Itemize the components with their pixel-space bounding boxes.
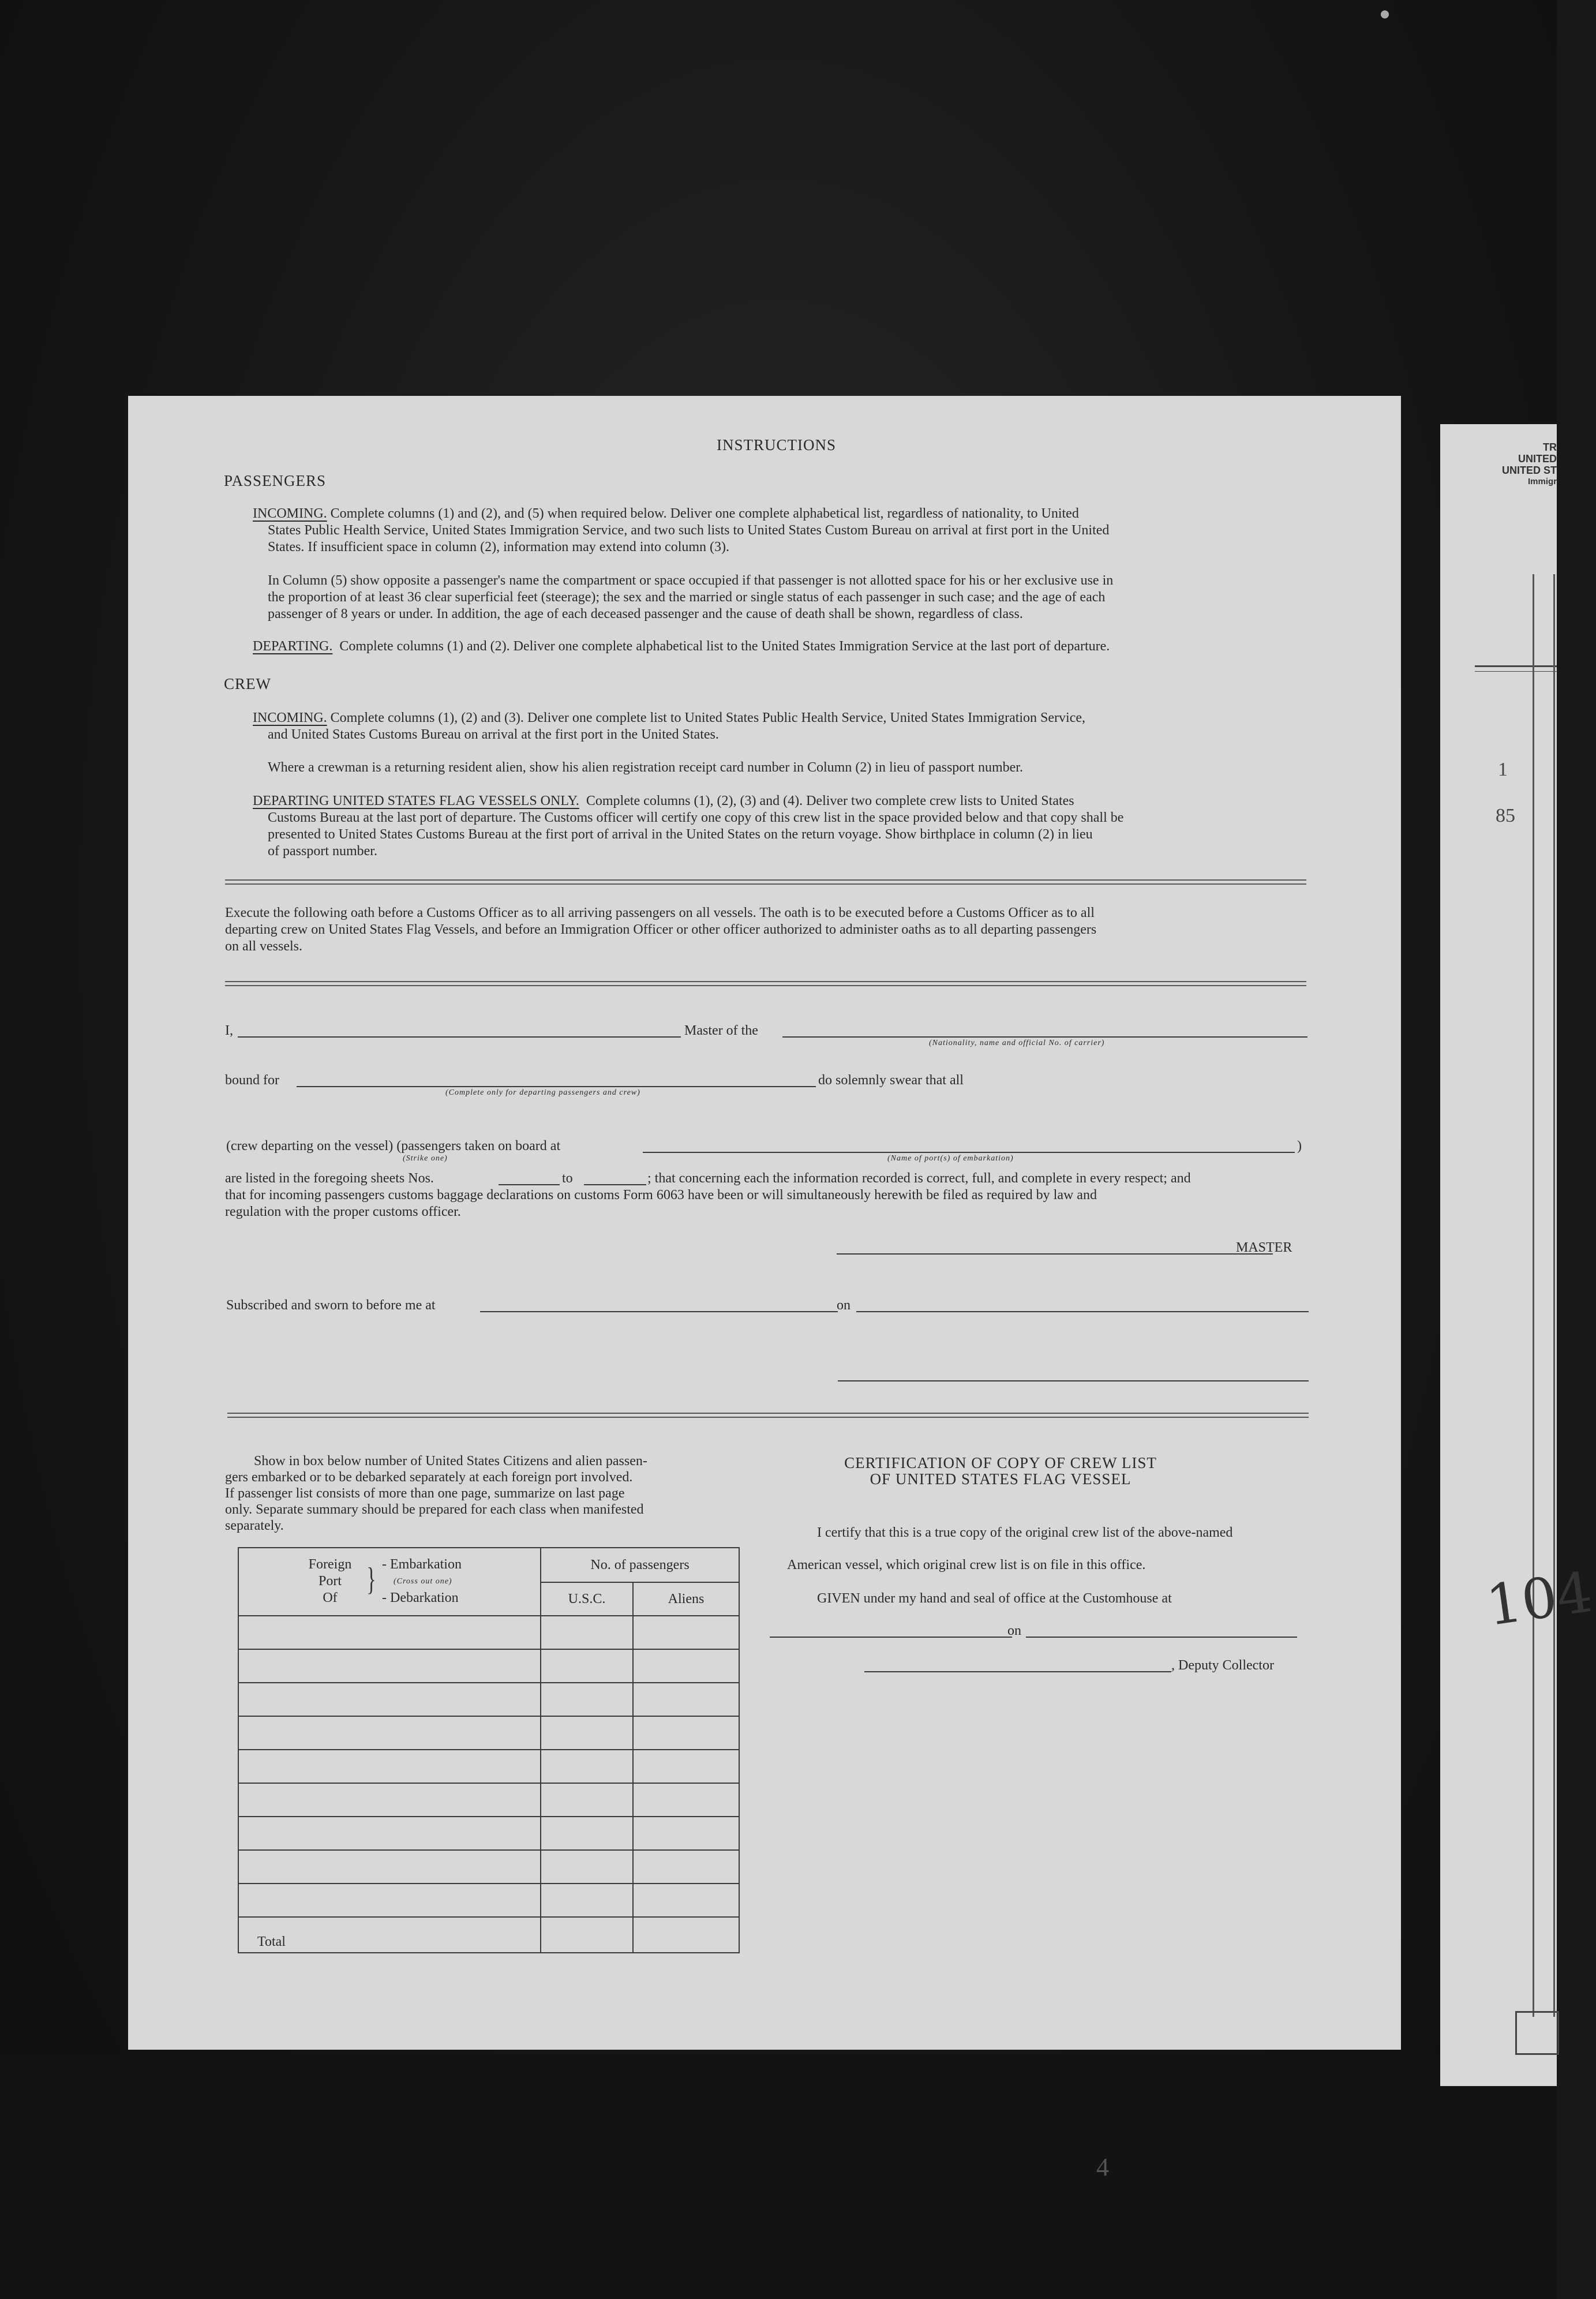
strike-one-note: (Strike one) (403, 1154, 448, 1163)
adjacent-heading-line: UNITED ST (1501, 465, 1557, 476)
aliens-cell[interactable] (633, 1616, 739, 1649)
aliens-cell[interactable] (633, 1683, 739, 1716)
handwritten-number: 104 (1482, 1559, 1596, 1639)
adjacent-page-heading (1440, 441, 1557, 488)
passengers-incoming-text: Complete columns (1) and (2), and (5) when required below. Deliver one complete alphabetical list, regardless of nationality, to United (330, 506, 1079, 521)
crew-incoming-line-1 (253, 710, 1306, 727)
certification-date-field[interactable] (1026, 1637, 1297, 1638)
nationality-note: (Nationality, name and official No. of carrier) (929, 1039, 1105, 1047)
bound-for-label: bound for (225, 1073, 279, 1088)
usc-cell[interactable] (541, 1716, 633, 1750)
crew-departing-line-1 (253, 793, 1306, 810)
aliens-cell[interactable] (633, 1750, 739, 1783)
adjacent-stamp-box (1515, 2011, 1559, 2055)
crew-incoming-line-2: and United States Customs Bureau on arrival at the first port in the United States. (268, 727, 719, 742)
table-row (238, 1884, 739, 1917)
usc-cell[interactable] (541, 1817, 633, 1850)
passengers-col5-line-1: In Column (5) show opposite a passenger's name the compartment or space occupied if that passenger is not allotted space for his or her exclusive use in (268, 573, 1114, 588)
master-name-field[interactable] (238, 1036, 681, 1038)
instructions-title: INSTRUCTIONS (717, 436, 837, 454)
certification-on-label: on (1007, 1623, 1021, 1638)
summary-intro-line-3: If passenger list consists of more than one page, summarize on last page (225, 1486, 625, 1501)
certification-title-line-1: CERTIFICATION OF COPY OF CREW LIST (844, 1454, 1157, 1471)
foreign-port-header (238, 1548, 541, 1616)
summary-intro-line-5: separately. (225, 1518, 284, 1533)
sheet-from-field[interactable] (499, 1184, 560, 1185)
listed-correct-text: ; that concerning each the information recorded is correct, full, and complete in every respect; and (647, 1171, 1191, 1186)
total-label: Total (238, 1917, 541, 1953)
crew-departing-label: DEPARTING UNITED STATES FLAG VESSELS ONLY. (253, 793, 579, 808)
subscribed-label: Subscribed and sworn to before me at (226, 1298, 436, 1313)
passengers-incoming-line-3: States. If insufficient space in column (2), information may extend into column (3). (268, 540, 730, 555)
usc-cell[interactable] (541, 1750, 633, 1783)
adjacent-rule (1475, 665, 1557, 667)
original-on-file-text: American vessel, which original crew list is on file in this office. (787, 1557, 1146, 1572)
of-label: Of (323, 1590, 338, 1605)
port-cell[interactable] (238, 1884, 541, 1917)
subscribed-place-field[interactable] (480, 1311, 838, 1312)
crew-departing-line-3: presented to United States Customs Bureau at the first port of arrival in the United States on the return voyage. Show birthplace in column (2) in lieu (268, 827, 1093, 842)
master-signature-field[interactable] (837, 1253, 1273, 1255)
cross-out-note: (Cross out one) (394, 1577, 452, 1586)
bound-for-note: (Complete only for departing passengers and crew) (445, 1088, 640, 1097)
port-cell[interactable] (238, 1616, 541, 1649)
passengers-incoming-label: INCOMING. (253, 506, 327, 521)
foreign-label: Foreign (308, 1557, 352, 1572)
port-cell[interactable] (238, 1817, 541, 1850)
bound-for-field[interactable] (297, 1086, 816, 1087)
table-row (238, 1616, 739, 1649)
brace-glyph: } (366, 1562, 376, 1597)
aliens-header: Aliens (633, 1582, 739, 1616)
passengers-col5-line-2: the proportion of at least 36 clear superficial feet (steerage); the sex and the married or single status of each passenger in such case; and the age of each (268, 590, 1106, 605)
scan-bottom-band (0, 2054, 1557, 2299)
adjacent-entry-number: 85 (1496, 805, 1515, 826)
scan-page-mark: 4 (1096, 2153, 1109, 2181)
oath-intro-line-1: Execute the following oath before a Customs Officer as to all arriving passengers on all vessels. The oath is to be executed before a Customs Officer as to all (225, 905, 1095, 920)
aliens-cell[interactable] (633, 1817, 739, 1850)
crew-incoming-label: INCOMING. (253, 710, 327, 725)
passengers-incoming-line-2: States Public Health Service, United States Immigration Service, and two such lists to United States Custom Bureau on arrival at first port in the United (268, 523, 1110, 538)
total-aliens-cell[interactable] (633, 1917, 739, 1953)
usc-cell[interactable] (541, 1850, 633, 1884)
form-page (128, 396, 1401, 2050)
crew-incoming-text: Complete columns (1), (2) and (3). Deliver one complete list to United States Public Health Service, United States Immigration Service, (330, 710, 1086, 725)
port-label: Port (318, 1574, 342, 1589)
passengers-col5-line-3: passenger of 8 years or under. In addition, the age of each deceased passenger and the cause of death shall be shown, regardless of class. (268, 606, 1023, 621)
customhouse-field[interactable] (770, 1637, 1012, 1638)
port-cell[interactable] (238, 1783, 541, 1817)
port-cell[interactable] (238, 1683, 541, 1716)
section-divider (225, 879, 1306, 885)
crew-departing-clause: (crew departing on the vessel) (passengers taken on board at (226, 1139, 561, 1154)
port-cell[interactable] (238, 1750, 541, 1783)
table-row (238, 1649, 739, 1683)
regulation-text: regulation with the proper customs officer. (225, 1204, 461, 1219)
embark-debark-labels (382, 1556, 462, 1607)
oath-i-label: I, (225, 1023, 233, 1038)
port-cell[interactable] (238, 1649, 541, 1683)
usc-cell[interactable] (541, 1683, 633, 1716)
aliens-cell[interactable] (633, 1850, 739, 1884)
given-under-hand-text: GIVEN under my hand and seal of office at the Customhouse at (817, 1591, 1172, 1606)
adjacent-entry-number: 1 (1498, 759, 1508, 780)
crew-departing-line-4: of passport number. (268, 844, 377, 859)
adjacent-rule (1475, 671, 1557, 672)
subscribed-on-label: on (837, 1298, 851, 1313)
certification-title-line-2: OF UNITED STATES FLAG VESSEL (870, 1470, 1132, 1488)
aliens-cell[interactable] (633, 1716, 739, 1750)
master-label: MASTER (1236, 1240, 1292, 1255)
passenger-summary-table (238, 1547, 740, 1953)
table-row (238, 1783, 739, 1817)
sheets-to-label: to (562, 1171, 573, 1186)
crew-heading: CREW (224, 675, 271, 692)
section-divider (225, 981, 1306, 986)
aliens-cell[interactable] (633, 1649, 739, 1683)
table-row (238, 1750, 739, 1783)
adjacent-page (1440, 424, 1596, 2086)
passengers-departing-text: Complete columns (1) and (2). Deliver one complete alphabetical list to the United States Immigration Service at the last port of departure. (339, 639, 1110, 654)
summary-intro-line-4: only. Separate summary should be prepared for each class when manifested (225, 1502, 644, 1517)
passengers-departing-line (253, 638, 1306, 655)
baggage-declaration-text: that for incoming passengers customs baggage declarations on customs Form 6063 have been or will simultaneously herewith be filed as required by law and (225, 1188, 1097, 1203)
officer-signature-field[interactable] (838, 1380, 1309, 1381)
embarkation-option[interactable]: - Embarkation (382, 1557, 462, 1572)
table-row (238, 1817, 739, 1850)
aliens-cell[interactable] (633, 1884, 739, 1917)
crew-departing-line-2: Customs Bureau at the last port of departure. The Customs officer will certify one copy of this crew list in the space provided below and that copy shall be (268, 810, 1124, 825)
deputy-collector-label: , Deputy Collector (1171, 1658, 1274, 1673)
adjacent-heading-line: TR (1543, 441, 1557, 453)
crew-departing-text: Complete columns (1), (2), (3) and (4). Deliver two complete crew lists to United States (586, 793, 1074, 808)
debarkation-option[interactable]: - Debarkation (382, 1590, 459, 1605)
carrier-field[interactable] (782, 1036, 1307, 1038)
usc-cell[interactable] (541, 1884, 633, 1917)
total-row (238, 1917, 739, 1953)
passengers-incoming-line-1 (253, 506, 1306, 522)
port-cell[interactable] (238, 1716, 541, 1750)
oath-intro-line-3: on all vessels. (225, 939, 302, 954)
subscribed-date-field[interactable] (856, 1311, 1309, 1312)
passengers-departing-label: DEPARTING. (253, 639, 333, 654)
adjacent-heading-line: UNITED (1518, 453, 1557, 465)
listed-sheets-label: are listed in the foregoing sheets Nos. (225, 1171, 434, 1186)
solemnly-swear-text: do solemnly swear that all (818, 1073, 964, 1088)
usc-cell[interactable] (541, 1616, 633, 1649)
master-of-the-label: Master of the (684, 1023, 758, 1038)
usc-header: U.S.C. (541, 1582, 633, 1616)
section-divider (227, 1413, 1309, 1418)
sheet-to-field[interactable] (584, 1184, 646, 1185)
table-row (238, 1716, 739, 1750)
oath-intro-line-2: departing crew on United States Flag Vessels, and before an Immigration Officer or other officer authorized to administer oaths as to all departing passengers (225, 922, 1097, 937)
summary-intro-line-2: gers embarked or to be debarked separately at each foreign port involved. (225, 1470, 633, 1485)
usc-cell[interactable] (541, 1783, 633, 1817)
foreign-port-labels (295, 1556, 365, 1607)
passengers-heading: PASSENGERS (224, 472, 327, 489)
embarkation-port-field[interactable] (643, 1152, 1295, 1153)
close-paren: ) (1297, 1139, 1302, 1154)
table-row (238, 1850, 739, 1884)
total-usc-cell[interactable] (541, 1917, 633, 1953)
usc-cell[interactable] (541, 1649, 633, 1683)
scan-dust-spot (1381, 10, 1389, 18)
adjacent-heading-line: Immigr (1527, 477, 1557, 486)
crew-returning-line: Where a crewman is a returning resident alien, show his alien registration receipt card number in Column (2) in lieu of passport number. (268, 760, 1023, 775)
no-of-passengers-header: No. of passengers (541, 1548, 739, 1582)
port-cell[interactable] (238, 1850, 541, 1884)
aliens-cell[interactable] (633, 1783, 739, 1817)
adjacent-column-line (1553, 574, 1555, 2017)
summary-intro-line-1: Show in box below number of United States Citizens and alien passen- (254, 1454, 647, 1469)
certify-text: I certify that this is a true copy of the original crew list of the above-named (817, 1525, 1233, 1540)
adjacent-column-line (1533, 574, 1534, 2017)
deputy-collector-signature-field[interactable] (864, 1671, 1171, 1672)
embarkation-note: (Name of port(s) of embarkation) (887, 1154, 1014, 1163)
table-row (238, 1683, 739, 1716)
